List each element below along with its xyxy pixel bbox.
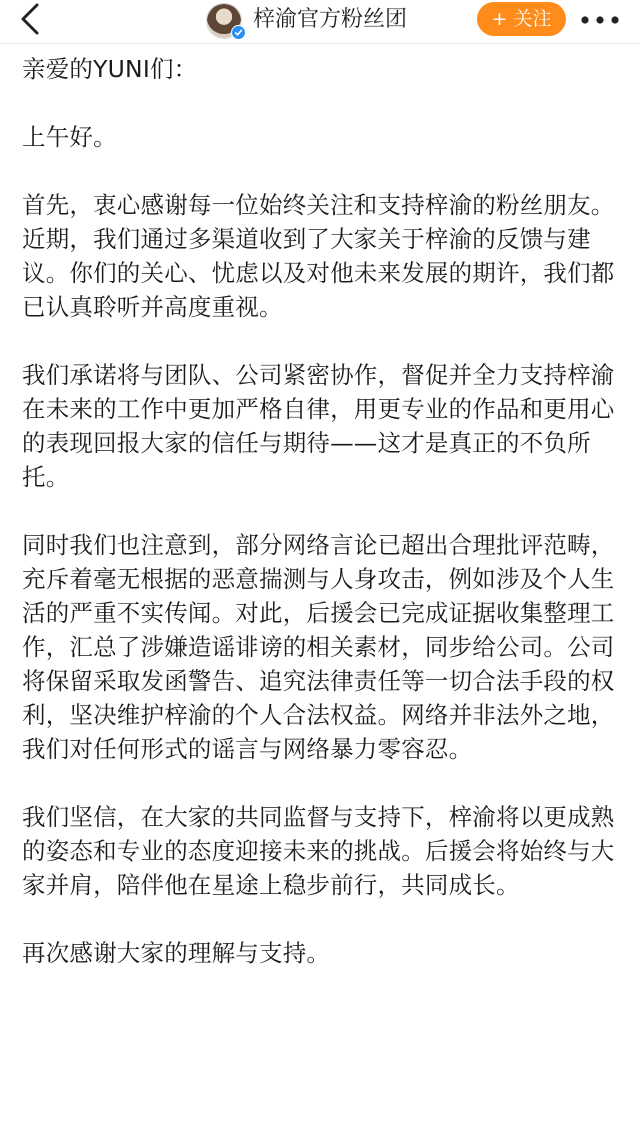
salutation-paragraph: 上午好。 bbox=[22, 123, 117, 151]
more-button[interactable] bbox=[578, 3, 622, 35]
thanks-paragraph: 首先，衷心感谢每一位始终关注和支持梓渝的粉丝朋友。近期，我们通过多渠道收到了大家关于梓渝的反馈与建议。你们的关心、忧虑以及对他未来发展的期许，我们都已认真聆听并高度重视。 bbox=[22, 191, 615, 321]
back-button[interactable] bbox=[10, 2, 50, 40]
commitment-paragraph: 我们承诺将与团队、公司紧密协作，督促并全力支持梓渝在未来的工作中更加严格自律，用更专业的作品和更用心的表现回报大家的信任与期待——这才是真正的不负所托。 bbox=[22, 361, 615, 491]
rumor-statement-paragraph: 同时我们也注意到，部分网络言论已超出合理批评范畴，充斥着毫无根据的恶意揣测与人身攻击，例如涉及个人生活的严重不实传闻。对此，后援会已完成证据收集整理工作，汇总了涉嫌造谣诽谤的相关素材，同步给公司。公司将保留采取发函警告、追究法律责任等一切合法手段的权利，坚决维护梓渝的个人合法权益。网络并非法外之地，我们对任何形式的谣言与网络暴力零容忍。 bbox=[22, 531, 615, 763]
closing-paragraph: 再次感谢大家的理解与支持。 bbox=[22, 939, 331, 967]
follow-button[interactable]: + 关注 bbox=[477, 2, 566, 36]
top-nav-bar bbox=[0, 0, 640, 44]
account-name[interactable]: 梓渝官方粉丝团 bbox=[253, 7, 408, 32]
post-body bbox=[22, 52, 622, 1004]
more-dots-icon bbox=[580, 10, 620, 29]
chevron-left-icon bbox=[19, 2, 41, 40]
greeting-paragraph: 亲爱的YUNI们： bbox=[22, 55, 198, 83]
belief-paragraph: 我们坚信，在大家的共同监督与支持下，梓渝将以更成熟的姿态和专业的态度迎接未来的挑战。后援会将始终与大家并肩，陪伴他在星途上稳步前行，共同成长。 bbox=[22, 803, 615, 899]
verified-check-icon bbox=[231, 25, 246, 40]
